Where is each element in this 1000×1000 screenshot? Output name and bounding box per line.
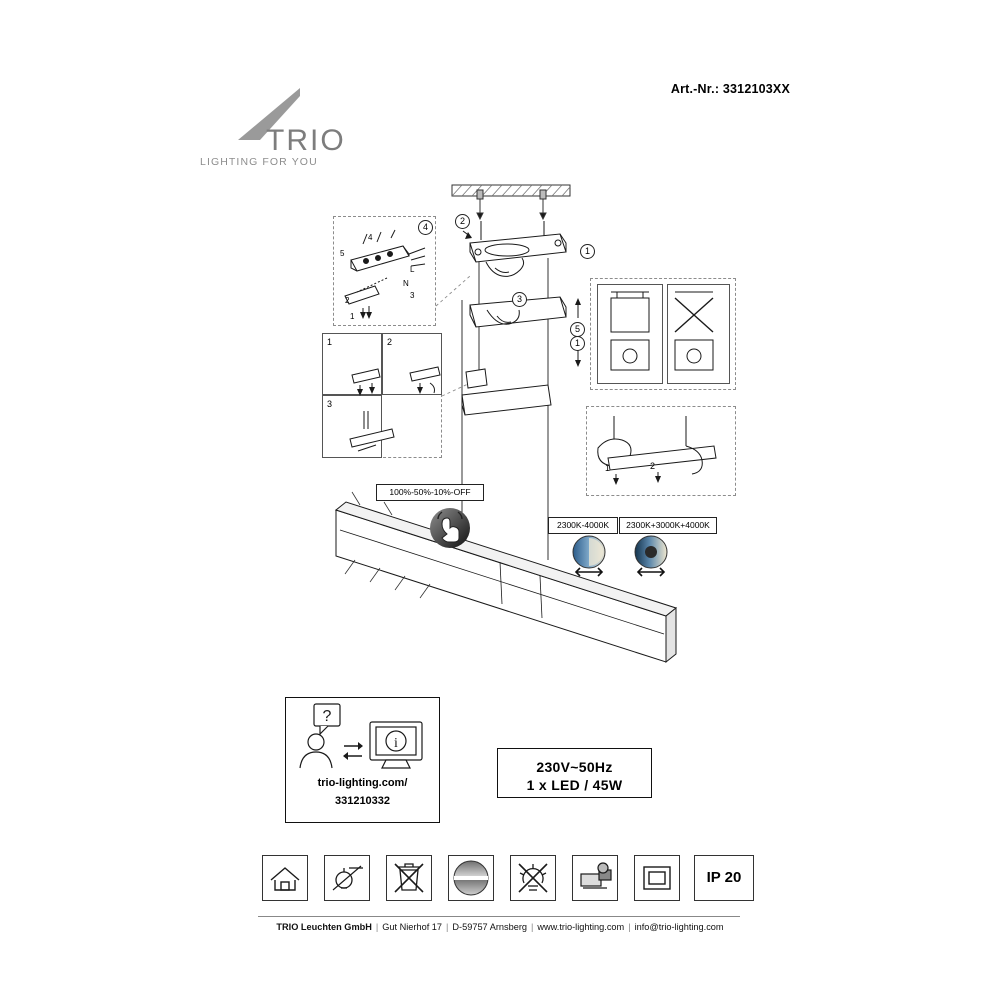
footer-company: TRIO Leuchten GmbH [276,922,372,932]
cct-tunable-icon [566,532,612,578]
sub-step-label-3: 3 [327,399,333,409]
electrical-spec-box [497,748,652,798]
wire-number-4: 4 [368,233,373,242]
wire-label-l: L [410,265,415,274]
indoor-use-icon [262,855,308,901]
spec-lamp: 1 x LED / 45W [526,777,623,793]
article-number: Art.-Nr.: 3312103XX [670,82,790,96]
logo-tagline: LIGHTING FOR YOU [200,156,318,168]
bracket-detail-drawing [586,406,736,496]
cct-range-label: 2300K-4000K [548,517,618,534]
step-number-5: 5 [570,322,585,337]
step-number-2: 2 [455,214,470,229]
svg-text:?: ? [322,708,332,725]
wire-number-1: 1 [350,312,355,321]
footer-city: D-59757 Arnsberg [452,922,527,932]
sub-step-label-2: 2 [387,337,393,347]
cct-steps-label: 2300K+3000K+4000K [619,517,717,534]
wire-label-n: N [403,279,409,288]
logo-wordmark: TRIO [266,124,346,157]
no-disposal-household-waste-icon [386,855,432,901]
support-illustration [286,698,439,774]
non-replaceable-lamp-icon [324,855,370,901]
support-box [285,697,440,823]
symbol-row [262,855,742,907]
dimmer-steps-label: 100%-50%-10%-OFF [376,484,484,501]
led-module-icon [572,855,618,901]
step-number-1-alt: 1 [570,336,585,351]
diagram-connectors [322,216,582,476]
ip-rating-badge: IP 20 [694,855,754,901]
wire-number-2: 2 [345,296,350,305]
svg-text:i: i [394,736,398,751]
footer-divider [258,916,740,917]
sub-step-label-1: 1 [327,337,333,347]
wire-number-3: 3 [410,291,415,300]
footer-email[interactable]: info@trio-lighting.com [634,922,724,932]
footer: TRIO Leuchten GmbH | Gut Nierhof 17 | D-59757 Arnsberg | www.trio-lighting.com | info@trio-lighting.com [276,922,724,932]
bracket-step-1: 1 [605,463,611,473]
step-number-1: 1 [580,244,595,259]
spec-voltage: 230V~50Hz [536,759,613,775]
step-number-3: 3 [512,292,527,307]
up-down-light-icon [448,855,494,901]
touch-dimmer-icon [420,498,476,554]
footer-web[interactable]: www.trio-lighting.com [537,922,625,932]
wire-number-5: 5 [340,249,345,258]
cct-steps-icon [628,532,674,578]
step-number-4: 4 [418,220,433,235]
support-url: trio-lighting.com/ [317,777,408,789]
class-2-insulation-icon [634,855,680,901]
orientation-drawings [597,284,731,384]
support-code: 331210332 [334,795,391,807]
footer-street: Gut Nierhof 17 [382,922,443,932]
not-dimmable-icon [510,855,556,901]
bracket-step-2: 2 [650,461,656,471]
